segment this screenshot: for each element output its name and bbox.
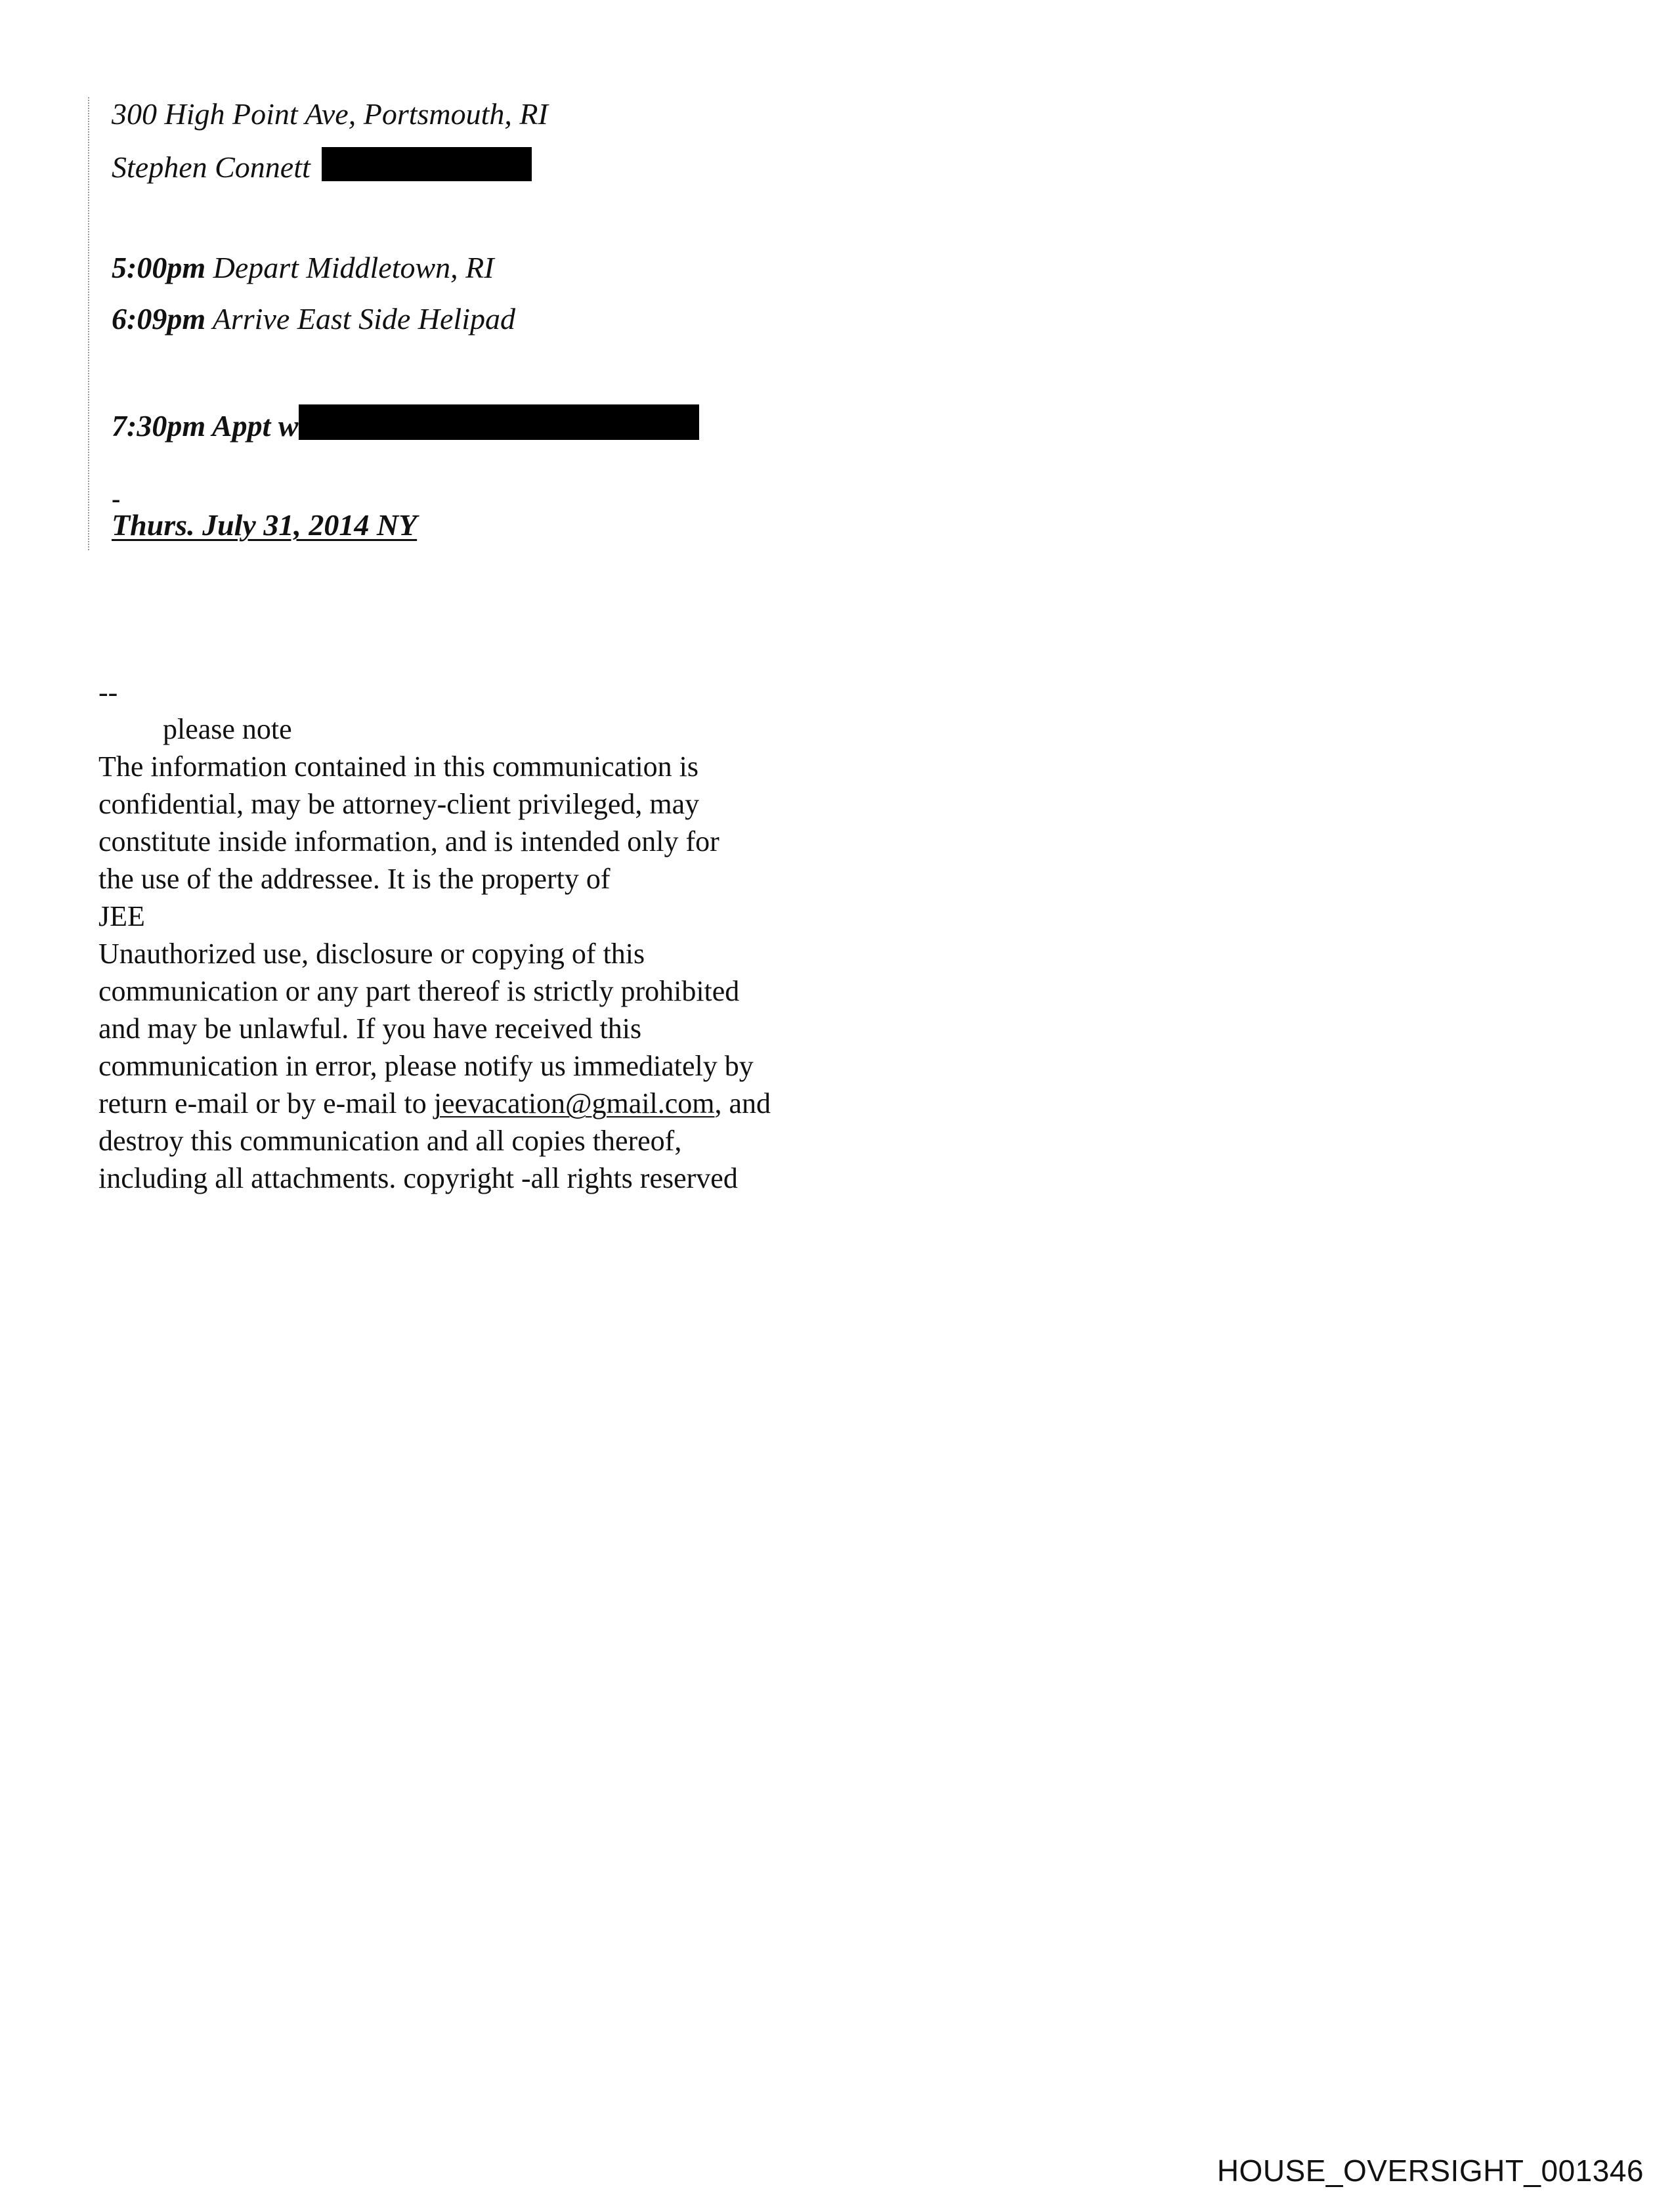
disclaimer-line: communication in error, please notify us immediately by [98, 1050, 754, 1082]
email-link[interactable]: jeevacation@gmail.com [433, 1087, 715, 1119]
disclaimer-line: communication or any part thereof is strictly prohibited [98, 975, 740, 1007]
bates-number: HOUSE_OVERSIGHT_001346 [1216, 2154, 1644, 2188]
redaction-box-contact [322, 147, 532, 181]
depart-time: 5:00pm [112, 251, 206, 284]
disclaimer-email-line [98, 1085, 771, 1122]
address-line [112, 96, 548, 133]
signature-separator: -- [98, 676, 118, 708]
signature-note: please note [163, 713, 292, 745]
disclaimer-line: confidential, may be attorney-client privileged, may [98, 788, 700, 820]
disclaimer-line: destroy this communication and all copies thereof, [98, 1125, 682, 1157]
disclaimer-line: Unauthorized use, disclosure or copying of this [98, 938, 645, 970]
quote-indent-bar [88, 97, 89, 550]
disclaimer-line: JEE [98, 900, 145, 932]
appt-line [112, 404, 699, 445]
arrive-line [112, 301, 515, 337]
disclaimer-line: constitute inside information, and is intended only for [98, 825, 719, 857]
depart-text: Depart Middletown, RI [205, 251, 494, 284]
depart-line [112, 249, 494, 286]
email-prefix: return e-mail or by e-mail to [98, 1087, 434, 1119]
arrive-time: 6:09pm [112, 302, 206, 336]
disclaimer-line: the use of the addressee. It is the property of [98, 863, 611, 895]
redaction-box-appt [299, 404, 699, 440]
date-heading: Thurs. July 31, 2014 NY [112, 508, 418, 542]
disclaimer-line: The information contained in this communication is [98, 750, 699, 783]
disclaimer-line: and may be unlawful. If you have received this [98, 1012, 642, 1045]
appt-text: 7:30pm Appt w [112, 409, 299, 443]
arrive-text: Arrive East Side Helipad [205, 302, 515, 336]
contact-line [112, 147, 532, 186]
address-text: 300 High Point Ave, Portsmouth, RI [112, 97, 548, 131]
dash-mark: - [112, 484, 121, 513]
contact-name: Stephen Connett [112, 150, 311, 184]
disclaimer-line: including all attachments. copyright -all rights reserved [98, 1162, 738, 1194]
date-heading-line [112, 507, 417, 544]
email-suffix: , and [714, 1087, 771, 1119]
